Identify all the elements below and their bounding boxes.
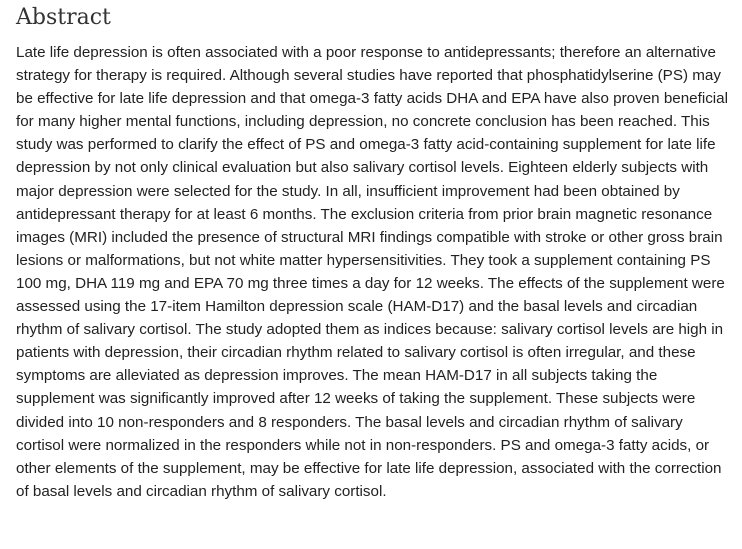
abstract-body: Late life depression is often associated with a poor response to antidepressants; therefore an alternative strategy for therapy is required. Although several studies have reported that phosphatidylserine (PS) may be effective for late life depression and that omega-3 fatty acids DHA and EPA have also proven beneficial for many higher mental functions, including depression, no concrete conclusion has been reached. This study was performed to clarify the effect of PS and omega-3 fatty acid-containing supplement for late life depression by not only clinical evaluation but also salivary cortisol levels. Eighteen elderly subjects with major depression were selected for the study. In all, insufficient improvement had been obtained by antidepressant therapy for at least 6 months. The exclusion criteria from prior brain magnetic resonance images (MRI) included the presence of structural MRI findings compatible with stroke or other gross brain lesions or malformations, but not white matter hypersensitivities. They took a supplement containing PS 100 mg, DHA 119 mg and EPA 70 mg three times a day for 12 weeks. The effects of the supplement were assessed using the 17-item Hamilton depression scale (HAM-D17) and the basal levels and circadian rhythm of salivary cortisol. The study adopted them as indices because: salivary cortisol levels are high in patients with depression, their circadian rhythm related to salivary cortisol is often irregular, and these symptoms are alleviated as depression improves. The mean HAM-D17 in all subjects taking the supplement was significantly improved after 12 weeks of taking the supplement. These subjects were divided into 10 non-responders and 8 responders. The basal levels and circadian rhythm of salivary cortisol were normalized in the responders while not in non-responders. PS and omega-3 fatty acids, or other elements of the supplement, may be effective for late life depression, associated with the correction of basal levels and circadian rhythm of salivary cortisol. [16, 44, 728, 500]
abstract-heading: Abstract [16, 5, 111, 30]
